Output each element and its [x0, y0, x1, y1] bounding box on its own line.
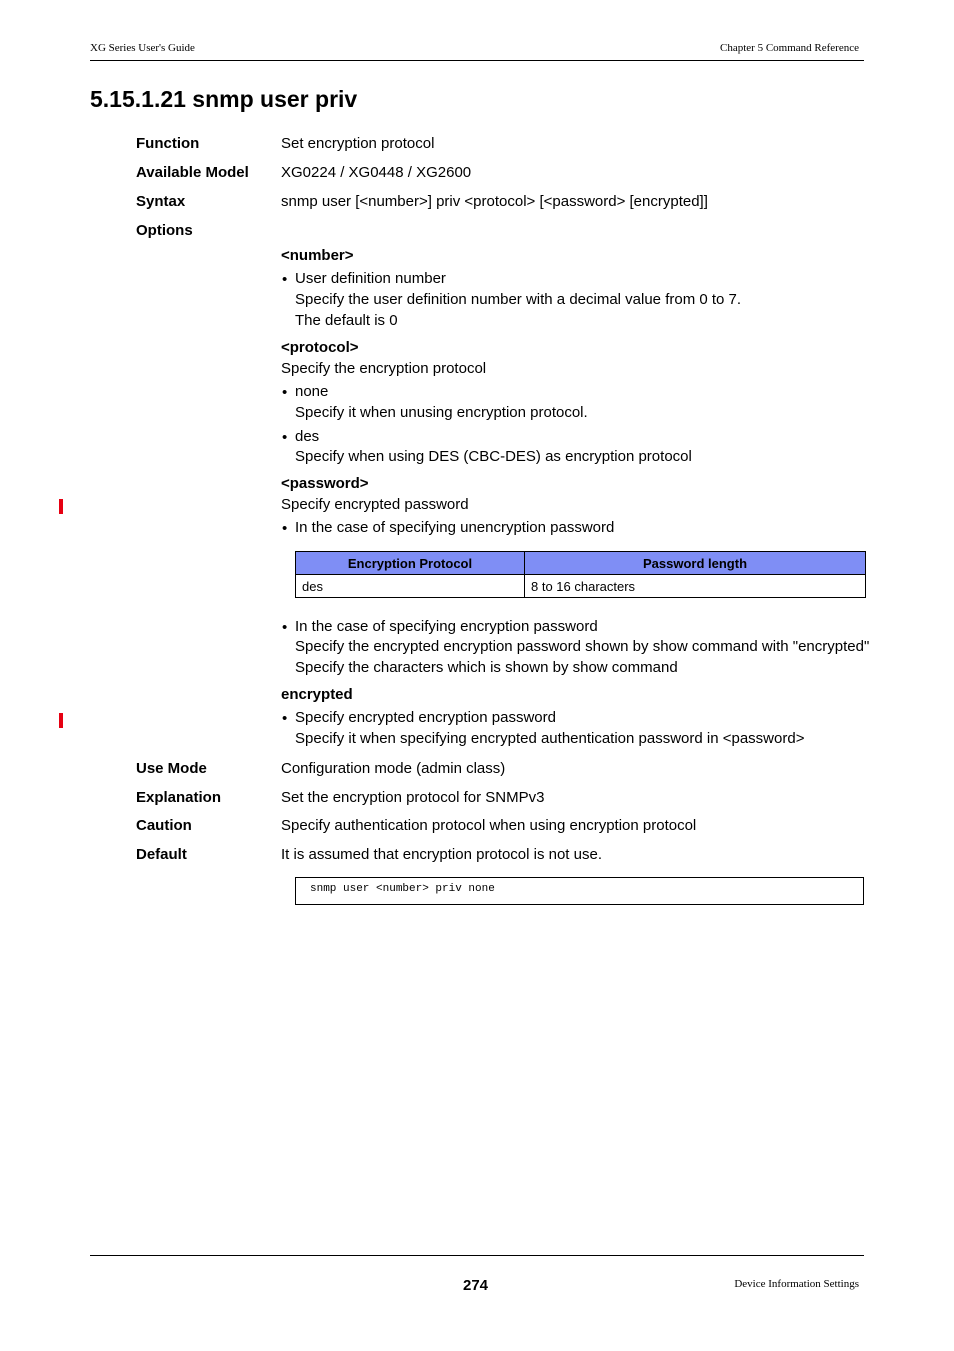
- available-model-value: XG0224 / XG0448 / XG2600: [281, 164, 472, 181]
- footer-divider: [90, 1255, 864, 1256]
- table-cell: 8 to 16 characters: [525, 575, 866, 598]
- table-cell: des: [296, 575, 525, 598]
- function-value: Set encryption protocol: [281, 135, 435, 152]
- available-model-label: Available Model: [136, 164, 249, 181]
- table-header-row: [296, 552, 866, 575]
- option-protocol-intro: Specify the encryption protocol: [281, 360, 487, 377]
- table-header-cell: Encryption Protocol: [296, 552, 525, 575]
- header-divider: [90, 60, 864, 61]
- option-encrypted-heading: encrypted: [281, 686, 353, 703]
- password-unencrypted-bullet: In the case of specifying unencryption password: [295, 519, 615, 536]
- caution-label: Caution: [136, 817, 192, 834]
- function-label: Function: [136, 135, 200, 152]
- option-protocol-heading: <protocol>: [281, 339, 359, 356]
- bullet-marker: •: [282, 429, 288, 446]
- revision-change-bar: [59, 499, 63, 514]
- syntax-value: snmp user [<number>] priv <protocol> [<password> [encrypted]]: [281, 193, 708, 210]
- table-row: [296, 575, 866, 598]
- option-number-bullet: User definition number: [295, 270, 446, 287]
- bullet-marker: •: [282, 710, 288, 727]
- header-chapter-title: Chapter 5 Command Reference: [720, 42, 859, 54]
- use-mode-value: Configuration mode (admin class): [281, 760, 506, 777]
- option-number-heading: <number>: [281, 247, 354, 264]
- default-code-example: [295, 877, 864, 905]
- explanation-value: Set the encryption protocol for SNMPv3: [281, 789, 545, 806]
- password-encrypted-bullet: In the case of specifying encryption password: [295, 618, 598, 635]
- protocol-none-detail: Specify it when unusing encryption protocol.: [295, 404, 588, 421]
- bullet-marker: •: [282, 271, 288, 288]
- protocol-none-bullet: none: [295, 383, 329, 400]
- protocol-des-detail: Specify when using DES (CBC-DES) as encryption protocol: [295, 448, 692, 465]
- bullet-marker: •: [282, 384, 288, 401]
- option-number-detail: Specify the user definition number with a decimal value from 0 to 7.: [295, 291, 742, 308]
- code-example-text: snmp user <number> priv none: [310, 883, 495, 895]
- header-guide-title: XG Series User's Guide: [90, 42, 195, 54]
- bullet-marker: •: [282, 520, 288, 537]
- explanation-label: Explanation: [136, 789, 222, 806]
- section-title: 5.15.1.21 snmp user priv: [90, 86, 358, 112]
- bullet-marker: •: [282, 619, 288, 636]
- revision-change-bar: [59, 713, 63, 728]
- use-mode-label: Use Mode: [136, 760, 207, 777]
- caution-value: Specify authentication protocol when using encryption protocol: [281, 817, 697, 834]
- password-encrypted-detail: Specify the encrypted encryption password shown by show command with "encrypted": [295, 638, 870, 655]
- syntax-label: Syntax: [136, 193, 186, 210]
- encrypted-detail: Specify it when specifying encrypted authentication password in <password>: [295, 730, 805, 747]
- default-label: Default: [136, 846, 187, 863]
- page-number: 274: [463, 1277, 489, 1294]
- password-length-table: [295, 551, 866, 598]
- footer-section-title: Device Information Settings: [734, 1278, 859, 1290]
- protocol-des-bullet: des: [295, 428, 320, 445]
- password-encrypted-detail-2: Specify the characters which is shown by show command: [295, 659, 678, 676]
- options-label: Options: [136, 222, 193, 239]
- option-password-intro: Specify encrypted password: [281, 496, 469, 513]
- option-password-heading: <password>: [281, 475, 369, 492]
- encrypted-bullet: Specify encrypted encryption password: [295, 709, 556, 726]
- default-value: It is assumed that encryption protocol is not use.: [281, 846, 602, 863]
- table-header-cell: Password length: [525, 552, 866, 575]
- option-number-default: The default is 0: [295, 312, 398, 329]
